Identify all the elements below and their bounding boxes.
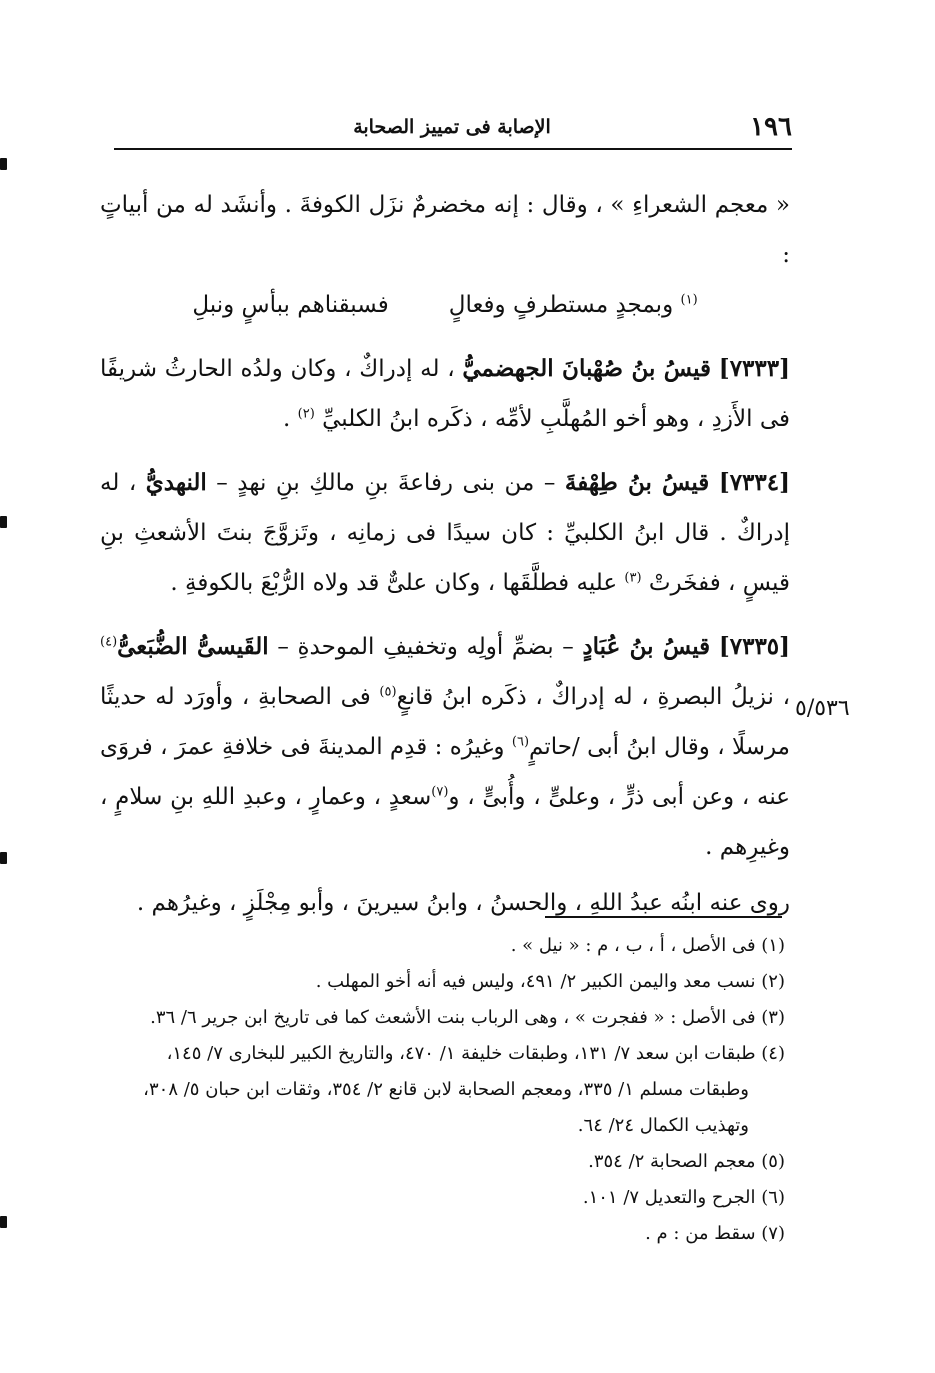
footnote-2: (٢) نسب معد واليمن الكبير ٢/ ٤٩١، وليس فيه أنه أخو المهلب . <box>315 971 785 992</box>
entry-number: [٧٣٣٤] <box>718 469 791 496</box>
binding-mark <box>0 516 7 528</box>
entry-nisba: القَيسىُّ الضُّبَعىُّ <box>117 633 269 660</box>
entry-text: ، نزيلُ البصرةِ ، له إدراكٌ ، ذكَره ابنُ قانعٍ <box>396 684 791 710</box>
binding-mark <box>0 158 7 170</box>
verse-first-hemistich: وبمجدٍ مستطرفٍ وفعالٍ <box>448 292 674 318</box>
verse-second-hemistich: فسبقناهم ببأسٍ ونبلِ <box>192 292 389 318</box>
entry-name: قيسُ بنُ طِهْفةَ <box>564 469 710 496</box>
page-number: ١٩٦ <box>750 112 792 142</box>
binding-mark <box>0 1216 7 1228</box>
footnote-1: (١) فى الأصل ، أ ، ب ، م : « نيل » . <box>510 935 785 956</box>
footnote-ref: (٥) <box>379 684 397 700</box>
footnote-4-continued: وطبقات مسلم ١/ ٣٣٥، ومعجم الصحابة لابن قانع ٢/ ٣٥٤، وثقات ابن حبان ٥/ ٣٠٨، <box>143 1079 749 1100</box>
entry-number: [٧٣٣٥] <box>718 633 791 660</box>
entry-text: وغيرُه : قدِم المدينةَ فى خلافةِ عمرَ ، فروَى عنه ، وعن أبى ذرٍّ ، وعلىٍّ ، وأُبىٍّ ، و <box>100 734 790 810</box>
footnote-ref: (٧) <box>431 784 449 800</box>
entry-lineage: – من بنى رفاعةَ بنِ مالكِ بنِ نهدٍ – <box>216 470 556 496</box>
entry-7334 <box>100 458 790 608</box>
entry-name: قيسُ بنُ صُهْبانَ الجهضميُّ <box>462 355 712 382</box>
verse-footnote-ref: (١) <box>680 292 698 308</box>
margin-page-reference: ٥/٥٣٦ <box>795 696 850 721</box>
binding-mark <box>0 852 7 864</box>
footnote-ref: (٦) <box>511 734 530 750</box>
footnote-ref: (٢) <box>297 406 315 422</box>
poem-verse <box>100 280 790 330</box>
footnotes-rule <box>545 916 782 918</box>
footnote-3: (٣) فى الأصل : « ففجرت » ، وهى الرباب بنت الأشعث كما فى تاريخ ابن جرير ٦/ ٣٦. <box>150 1007 785 1028</box>
footnote-4-continued: وتهذيب الكمال ٢٤/ ٦٤. <box>577 1115 749 1136</box>
entry-name: قيسُ بنُ عُبَادٍ <box>582 633 711 660</box>
entry-text: فى الصحابةِ ، وأورَد له حديثًا مرسلًا ، وقال ابنُ أبى /حاتمٍ <box>100 684 791 760</box>
entry-text: ، له إدراكٌ ، وكان ولدُه الحارثُ شريفًا فى الأَزدِ ، وهو أخو المُهلَّبِ لأمِّه ، ذكَره ابنُ الكلبيِّ <box>100 356 790 432</box>
footnote-7: (٧) سقط من : م . <box>645 1223 785 1244</box>
main-text <box>100 180 790 928</box>
entry-7335 <box>100 622 790 872</box>
entry-vocalization: – بضمِّ أولِه وتخفيفِ الموحدةِ – <box>277 634 574 660</box>
footnotes <box>95 928 785 1252</box>
footnote-ref: (٣) <box>624 570 642 586</box>
narrators-paragraph: روى عنه ابنُه عبدُ اللهِ ، والحسنُ ، وابنُ سيرينَ ، وأبو مِجْلَزٍ ، وغيرُهم . <box>136 890 790 916</box>
page-header <box>112 112 792 146</box>
header-rule <box>114 148 792 150</box>
entry-text-end: عليه فطلَّقَها ، وكان علىٌّ قد ولاه الرُّبْعَ بالكوفةِ . <box>170 570 618 596</box>
footnote-6: (٦) الجرح والتعديل ٧/ ١٠١. <box>582 1187 785 1208</box>
footnote-ref: (٤) <box>100 634 118 650</box>
running-title: الإصابة فى تمييز الصحابة <box>353 116 551 138</box>
intro-paragraph: « معجم الشعراءِ » ، وقال : إنه مخضرمٌ نزَل الكوفةَ . وأنشَد له من أبياتٍ : <box>100 192 790 268</box>
entry-nisba: النهديُّ <box>145 469 207 496</box>
entry-text: ، له إدراكٌ . قال ابنُ الكلبيِّ : كان سيدًا فى زمانِه ، وتَزوَّجَ بنتَ الأشعثِ بنِ قيسٍ ، ففخَرتْ <box>100 470 790 596</box>
footnote-5: (٥) معجم الصحابة ٢/ ٣٥٤. <box>588 1151 785 1172</box>
footnote-4: (٤) طبقات ابن سعد ٧/ ١٣١، وطبقات خليفة ١/ ٤٧٠، والتاريخ الكبير للبخارى ٧/ ١٤٥، <box>166 1043 785 1064</box>
entry-text-end: سعدٍ ، وعمارٍ ، وعبدِ اللهِ بنِ سلامٍ ، وغيرِهم . <box>100 784 790 860</box>
entry-7333 <box>100 344 790 444</box>
entry-text-end: . <box>283 406 291 432</box>
entry-number: [٧٣٣٣] <box>718 355 790 382</box>
